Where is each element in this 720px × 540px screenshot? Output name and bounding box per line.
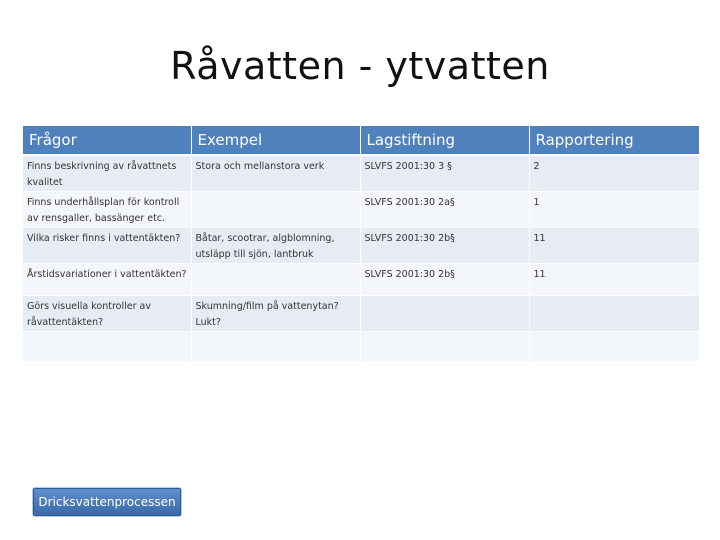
dricksvattenprocessen-button[interactable]: Dricksvattenprocessen (33, 488, 181, 516)
cell-fragor (23, 264, 191, 296)
cell-rapportering: 11 (529, 264, 699, 296)
cell-exempel: Skumning/film på vattenytan? Lukt? (191, 296, 360, 332)
cell-exempel (191, 192, 360, 228)
table-row (23, 332, 699, 362)
cell-fragor: Görs visuella kontroller av råvattentäkten? (23, 296, 191, 332)
cell-fragor: Finns beskrivning av råvattnets kvalitet (23, 155, 191, 192)
cell-lagstiftning: SLVFS 2001:30 2b§ (360, 264, 529, 296)
column-header-rapportering: Rapportering (529, 126, 699, 155)
cell-rapportering (529, 296, 699, 332)
cell-rapportering: 11 (529, 228, 699, 264)
cell-rapportering: 2 (529, 155, 699, 192)
column-header-exempel: Exempel (191, 126, 360, 155)
table-header-row (23, 126, 699, 155)
cell-lagstiftning (360, 296, 529, 332)
cell-lagstiftning: SLVFS 2001:30 2b§ (360, 228, 529, 264)
cell-lagstiftning: SLVFS 2001:30 3 § (360, 155, 529, 192)
cell-fragor-text: Årstidsvariationer i vattentäkten? (27, 269, 187, 280)
cell-fragor: Finns underhållsplan för kontroll av rensgaller, bassänger etc. (23, 192, 191, 228)
cell-lagstiftning: SLVFS 2001:30 2a§ (360, 192, 529, 228)
slide-title: Råvatten - ytvatten (170, 44, 550, 88)
column-header-fragor: Frågor (23, 126, 191, 155)
cell-fragor: Vilka risker finns i vattentäkten? (23, 228, 191, 264)
cell-exempel (191, 264, 360, 296)
cell-fragor (23, 332, 191, 362)
table-row (23, 155, 699, 192)
cell-rapportering: 1 (529, 192, 699, 228)
column-header-lagstiftning: Lagstiftning (360, 126, 529, 155)
cell-exempel: Båtar, scootrar, algblomning, utsläpp till sjön, lantbruk (191, 228, 360, 264)
table-row (23, 264, 699, 296)
table-row (23, 192, 699, 228)
cell-exempel: Stora och mellanstora verk (191, 155, 360, 192)
table-row (23, 296, 699, 332)
cell-rapportering (529, 332, 699, 362)
cell-exempel (191, 332, 360, 362)
cell-lagstiftning (360, 332, 529, 362)
table-row (23, 228, 699, 264)
requirements-table (23, 126, 700, 362)
